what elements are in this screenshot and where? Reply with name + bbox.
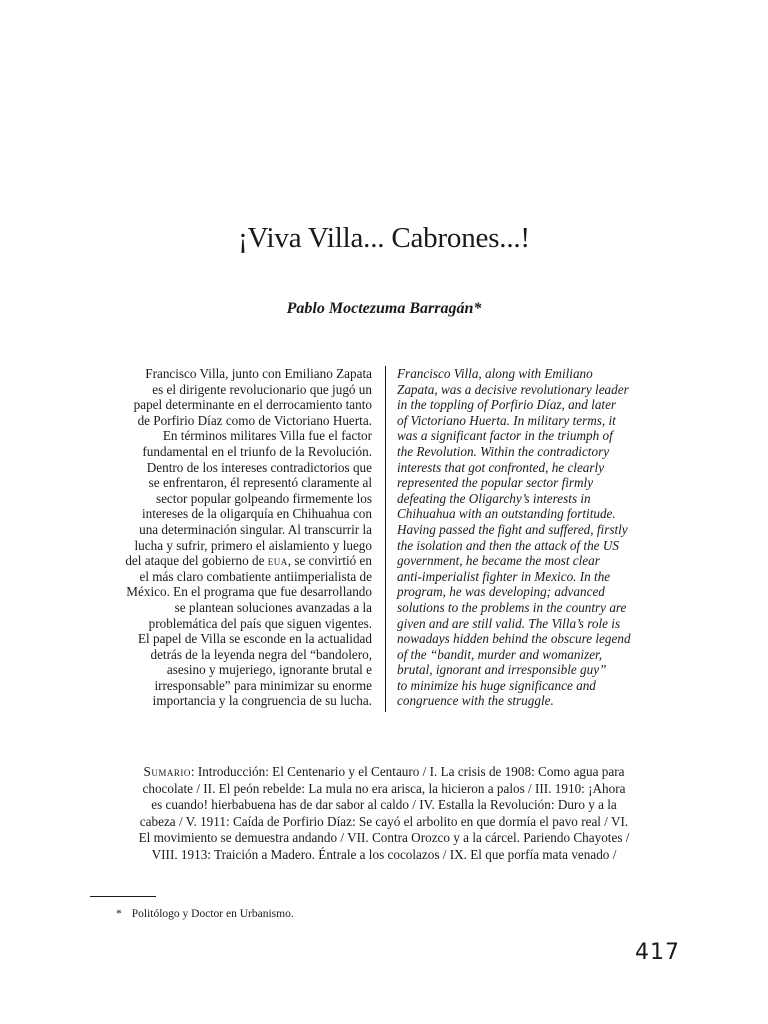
summary-line: VIII. 1913: Traición a Madero. Éntrale a los cocolazos / IX. El que porfía mata venado / [151,846,617,862]
abstract-en-line: government, he became the most clear [397,553,600,569]
footnote [116,908,294,920]
abstract-es-line: fundamental en el triunfo de la Revolución. [142,443,372,459]
abstract-en-line: Francisco Villa, along with Emiliano [397,366,593,381]
abstract-es-line: se enfrentaron, él representó claramente al [148,475,372,491]
country-abbreviation: eua [267,553,288,569]
summary-line: chocolate / II. El peón rebelde: La mula no era arisca, la hicieron a palos / III. 1910: ¡Ahora [142,780,626,796]
footnote-rule [90,896,156,897]
abstract-es-text: , se convirtió en [287,553,372,569]
abstract-es-line: detrás de la leyenda negra del “bandolero, [150,646,372,662]
summary-line: cabeza / V. 1911: Caída de Porfirio Díaz: Se cayó el arbolito en que dormía el pavo real / VI. [139,813,629,829]
abstract-english [397,366,659,709]
abstract-en-line: the Revolution. Within the contradictory [397,443,610,459]
abstract-es-line: es el dirigente revolucionario que jugó un [152,381,372,397]
page-number: 417 [635,940,680,965]
abstract-en-line: anti-imperialist fighter in Mexico. In the [397,568,611,584]
abstract-es-line: una determinación singular. Al transcurrir la [139,521,372,537]
abstract-en-line: in the toppling of Porfirio Díaz, and later [397,397,617,413]
summary-label: Sumario [143,764,191,779]
footnote-text: Politólogo y Doctor en Urbanismo. [131,908,294,920]
abstract-es-line: de Porfirio Díaz como de Victoriano Huerta. [137,412,372,428]
abstract-en-line: of Victoriano Huerta. In military terms, it [397,412,616,428]
abstract-es-line: problemática del país que siguen vigentes. [148,615,372,631]
abstract-es-text: del ataque del gobierno de [125,553,268,569]
abstract-es-line: irresponsable” para minimizar su enorme [154,677,372,693]
footnote-mark: * [116,908,122,920]
abstract-en-line: Chihuahua with an outstanding fortitude. [397,506,616,522]
abstract-en-line: given and are still valid. The Villa’s role is [397,615,621,631]
abstract-en-line: represented the popular sector firmly [397,475,594,491]
abstract-en-line: the isolation and then the attack of the US [397,537,619,553]
abstract-spanish [92,366,372,709]
abstract-es-line: intereses de la oligarquía en Chihuahua con [142,506,372,522]
abstract-en-line: to minimize his huge significance and [397,677,596,693]
summary-block [108,764,660,864]
abstract-en-line: program, he was developing; advanced [397,584,605,600]
abstract-en-line: defeating the Oligarchy’s interests in [397,490,591,506]
abstract-es-line: En términos militares Villa fue el factor [162,428,372,444]
summary-line [108,764,660,781]
abstract-es-line: el más claro combatiente antiimperialista de [139,568,372,584]
abstract-es-line: sector popular golpeando firmemente los [155,490,372,506]
abstract-en-line: brutal, ignorant and irresponsible guy” [397,662,607,678]
abstract-en-line: of the “bandit, murder and womanizer, [397,646,603,662]
abstract-es-line: Francisco Villa, junto con Emiliano Zapata [145,366,372,381]
article-title: ¡Viva Villa... Cabrones...! [238,222,530,254]
abstract-en-line: Zapata, was a decisive revolutionary leader [397,381,629,397]
abstract-en-line: Having passed the fight and suffered, firstly [397,521,628,537]
abstract-en-line: was a significant factor in the triumph of [397,428,613,444]
author-name: Pablo Moctezuma Barragán* [286,300,482,317]
abstract-es-line: Dentro de los intereses contradictorios que [146,459,372,475]
abstract-es-line: asesino y mujeriego, ignorante brutal e [166,662,372,678]
abstract-es-line: lucha y sufrir, primero el aislamiento y luego [134,537,372,553]
summary-line: es cuando! hierbabuena has de dar sabor al caldo / IV. Estalla la Revolución: Duro y a la [151,797,617,813]
column-divider [385,366,386,712]
abstract-es-line: se plantean soluciones avanzadas a la [174,599,372,615]
abstract-es-line: importancia y la congruencia de su lucha. [152,693,372,709]
abstract-es-line: El papel de Villa se esconde en la actualidad [137,631,372,647]
summary-line: El movimiento se demuestra andando / VII. Contra Orozco y a la cárcel. Pariendo Chayotes / [138,830,630,846]
summary-text: : Introducción: El Centenario y el Centauro / I. La crisis de 1908: Como agua para [190,764,625,779]
abstract-en-line: interests that got confronted, he clearly [397,459,605,475]
abstract-en-line: congruence with the struggle. [397,693,554,709]
abstract-es-line: México. En el programa que fue desarrollando [126,584,372,600]
abstract-en-line: solutions to the problems in the country are [397,599,627,615]
abstract-es-line: papel determinante en el derrocamiento tanto [133,397,372,413]
abstract-es-line [92,553,372,569]
abstract-en-line: nowadays hidden behind the obscure legend [397,631,631,647]
